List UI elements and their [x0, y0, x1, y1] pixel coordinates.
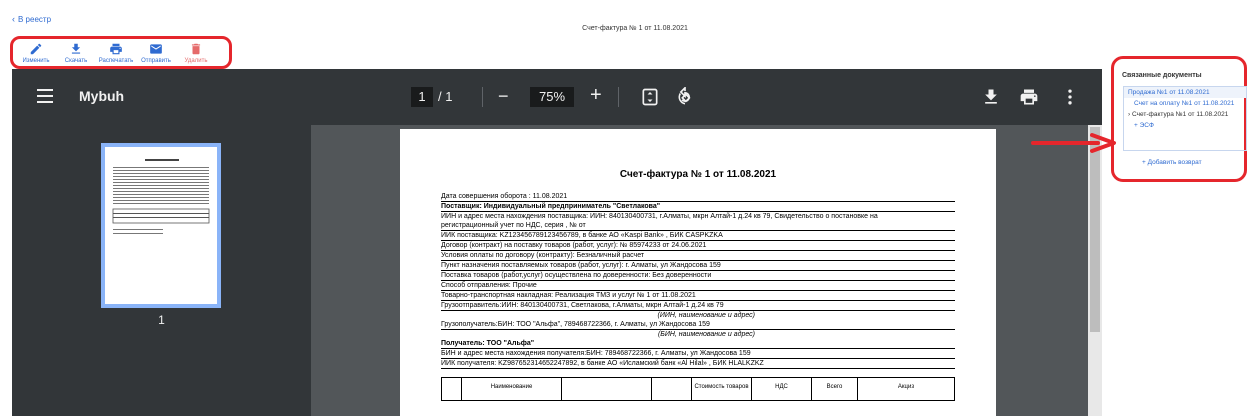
related-doc-invoice[interactable] [1124, 109, 1246, 120]
related-documents-panel [1111, 56, 1247, 182]
zoom-in-button[interactable]: + [590, 84, 602, 106]
doc-line-caption: (БИН, наименование и адрес) [657, 331, 755, 338]
download-label: Скачать [64, 58, 88, 64]
doc-line: Грузоотправитель:ИИН: 840130400731, Светлакова, г.Алматы, мкрн Алтай-1 д.24 кв 79 [441, 301, 955, 311]
back-to-registry-link[interactable] [12, 14, 51, 24]
zoom-level-input[interactable]: 75% [530, 87, 574, 107]
related-documents-title: Связанные документы [1122, 72, 1202, 79]
scrollbar-thumb[interactable] [1090, 127, 1100, 332]
invoice-heading: Счет-фактура № 1 от 11.08.2021 [619, 169, 777, 180]
doc-line: Дата совершения оборота : 11.08.2021 [441, 192, 955, 202]
page-total: / 1 [438, 89, 453, 104]
download-icon[interactable] [981, 87, 1001, 107]
annotation-arrow [1030, 132, 1120, 154]
add-return-label: Добавить возврат [1147, 159, 1202, 166]
doc-line: ИИК получателя: KZ987652314652247892, в банке АО «Исламский банк «Al Hilal» , БИК HLALKZKZ [441, 359, 955, 369]
envelope-icon [149, 42, 163, 56]
related-doc-esf[interactable] [1124, 120, 1246, 131]
page-number-input[interactable]: 1 [411, 87, 433, 107]
doc-line: Поставщик: Индивидуальный предприниматель "Светлакова" [441, 202, 955, 212]
table-header-cell: НДС [752, 378, 812, 400]
table-header-cell: Акциз [897, 384, 915, 390]
delete-button[interactable] [177, 42, 215, 64]
table-cell [652, 378, 692, 400]
doc-line: ИИН и адрес места нахождения поставщика: ИИН: 840130400731, г.Алматы, мкрн Алтай-1 д.24 кв 79, Свидетельство о постановке на [441, 213, 878, 220]
download-icon [69, 42, 83, 56]
doc-line: регистрационный учет по НДС, серия , № от [441, 221, 955, 231]
doc-line: Пункт назначения поставляемых товаров (работ, услуг): г. Алматы, ул Жандосова 159 [441, 261, 955, 271]
trash-icon [189, 42, 203, 56]
doc-line: Получатель: ТОО "Альфа" [441, 339, 955, 349]
send-label: Отправить [141, 58, 171, 64]
doc-line: Договор (контракт) на поставку товаров (работ, услуг): № 85974233 от 24.06.2021 [441, 241, 955, 251]
delete-label: Удалить [184, 58, 208, 64]
related-doc-sale[interactable]: Продажа №1 от 11.08.2021 [1124, 87, 1246, 98]
chevron-right-icon: › [1128, 111, 1131, 118]
pdf-viewer [12, 69, 1102, 416]
pdf-toolbar [12, 69, 1102, 125]
pencil-icon [29, 42, 43, 56]
send-button[interactable] [137, 42, 175, 64]
zoom-out-button[interactable]: − [498, 86, 509, 106]
doc-line: Товарно-транспортная накладная: Реализация ТМЗ и услуг № 1 от 11.08.2021 [441, 291, 955, 301]
related-doc-invoice-label: Счет-фактура №1 от 11.08.2021 [1131, 111, 1229, 118]
print-button[interactable] [97, 42, 135, 64]
doc-line: Условия оплаты по договору (контракту): Безналичный расчет [441, 251, 955, 261]
page-thumbnail[interactable] [101, 143, 221, 308]
table-header-cell: Стоимость товаров [692, 378, 752, 400]
thumbnail-preview [105, 147, 217, 304]
table-header-cell: Всего [812, 378, 858, 400]
goods-table-header [441, 377, 955, 401]
doc-line: Поставка товаров (работ,услуг) осуществлена по доверенности: Без доверенности [441, 271, 955, 281]
toolbar-divider [618, 87, 619, 107]
related-doc-payment-invoice[interactable]: Счет на оплату №1 от 11.08.2021 [1134, 100, 1235, 107]
thumbnail-page-number: 1 [158, 313, 165, 327]
rotate-icon[interactable] [675, 87, 695, 107]
printer-icon[interactable] [1019, 87, 1039, 107]
doc-line-caption: (ИИН, наименование и адрес) [657, 312, 755, 319]
doc-line: Грузополучатель:БИН: ТОО "Альфа", 789468722366, г. Алматы, ул Жандосова 159 [441, 320, 955, 330]
menu-icon[interactable] [37, 89, 53, 103]
table-cell [562, 378, 652, 400]
printer-icon [109, 42, 123, 56]
doc-line: Способ отправления: Прочие [441, 281, 955, 291]
pdf-title: Mybuh [79, 88, 125, 104]
table-header-cell: Наименование [462, 378, 562, 400]
fit-page-icon[interactable] [640, 87, 660, 107]
document-toolbar [10, 36, 232, 69]
edit-label: Изменить [22, 58, 50, 64]
back-link-label: В реестр [18, 14, 52, 24]
more-vert-icon[interactable] [1060, 87, 1080, 107]
related-doc-esf-label: ЭСФ [1139, 122, 1154, 129]
doc-line: БИН и адрес места нахождения получателя:БИН: 789468722366, г. Алматы, ул Жандосова 159 [441, 349, 955, 359]
plus-icon: + [1142, 159, 1146, 166]
doc-line: ИИК поставщика: KZ123456789123456789, в банке АО «Kaspi Bank» , БИК CASPKZKA [441, 231, 955, 241]
download-button[interactable] [57, 42, 95, 64]
thumbnail-sidebar [12, 125, 311, 416]
pdf-page [400, 129, 996, 416]
add-return-button[interactable] [1142, 159, 1202, 166]
chevron-left-icon: ‹ [12, 14, 15, 24]
plus-icon: + [1134, 122, 1138, 129]
related-documents-list [1123, 86, 1247, 151]
edit-button[interactable] [17, 42, 55, 64]
table-cell [442, 378, 462, 400]
toolbar-divider [482, 87, 483, 107]
document-title: Счет-фактура № 1 от 11.08.2021 [582, 25, 688, 32]
print-label: Распечатать [98, 58, 134, 64]
